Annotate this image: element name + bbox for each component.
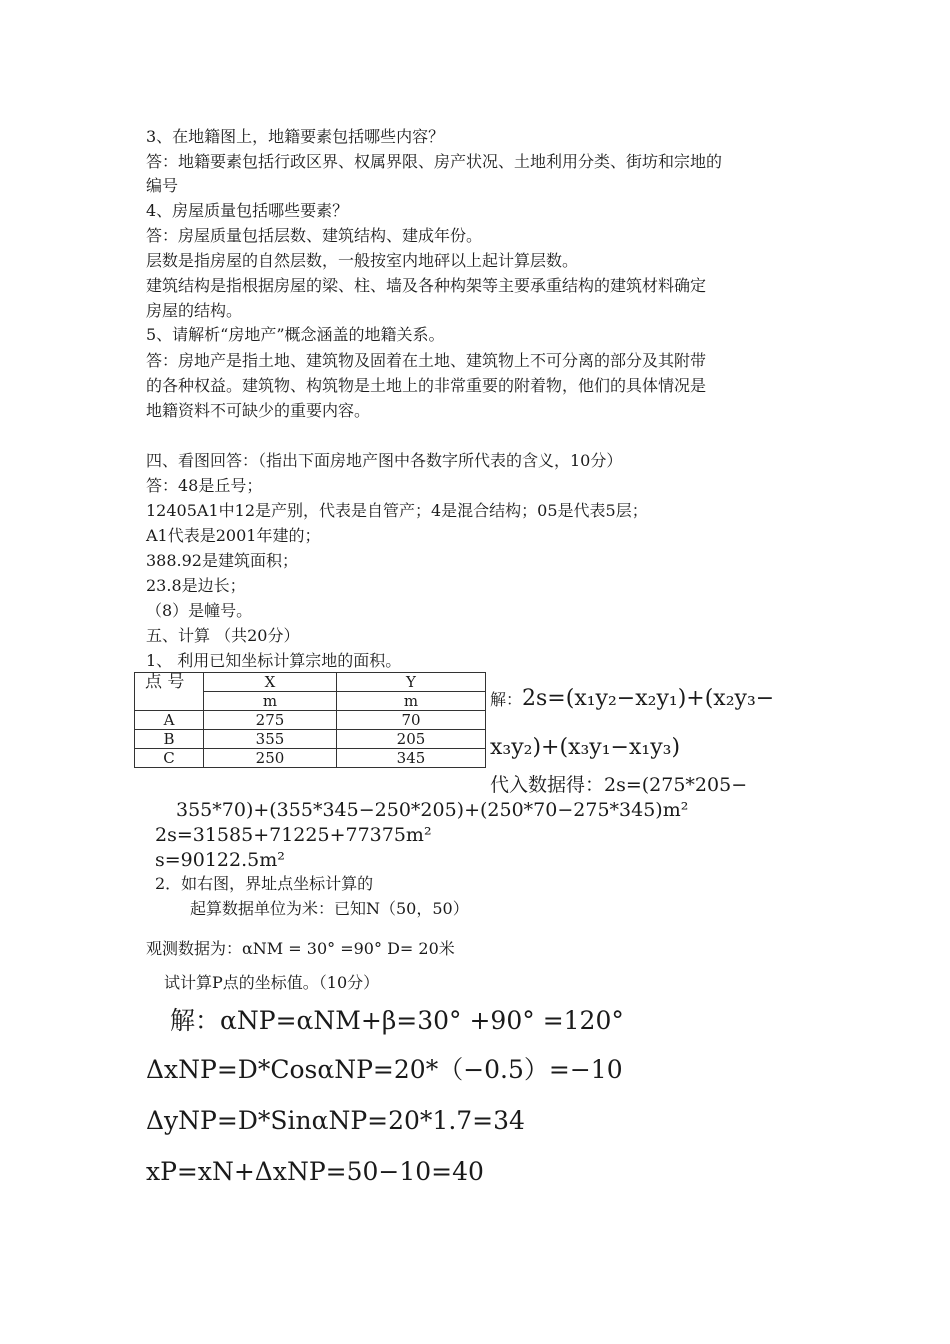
cell-y: 70 [337, 711, 486, 730]
header-y: Y [337, 673, 486, 692]
problem2-line1: 2．如右图，界址点坐标计算的 [155, 874, 374, 893]
unit-y: m [337, 692, 486, 711]
cell-y: 205 [337, 730, 486, 749]
q5-answer-line2: 的各种权益。建筑物、构筑物是土地上的非常重要的附着物，他们的具体情况是 [146, 376, 707, 395]
area-formula-line2: x₃y₂)+(x₃y₁−x₁y₃) [490, 735, 681, 760]
formula-line1-text: 2s=(x₁y₂−x₂y₁)+(x₂y₃− [522, 686, 775, 711]
cell-x: 275 [204, 711, 337, 730]
section4-line2: 12405A1中12是产别，代表是自管产；4是混合结构；05是代表5层； [146, 501, 648, 520]
problem1-text: 1、 利用已知坐标计算宗地的面积。 [146, 651, 402, 670]
q4-question: 4、房屋质量包括哪些要素？ [146, 201, 349, 220]
section4-heading: 四、看图回答：（指出下面房地产图中各数字所代表的含义，10分） [146, 451, 623, 470]
table-row [135, 749, 486, 768]
q4-structure-line2: 房屋的结构。 [146, 301, 243, 320]
problem2-line2: 起算数据单位为米：已知N（50，50） [190, 899, 469, 918]
section4-line6: （8）是幢号。 [146, 601, 253, 620]
q4-structure-line1: 建筑结构是指根据房屋的梁、柱、墙及各种构架等主要承重结构的建筑材料确定 [146, 276, 707, 295]
table-row [135, 730, 486, 749]
unit-x: m [204, 692, 337, 711]
solution-label: 解： [490, 690, 523, 709]
q5-answer-line3: 地籍资料不可缺少的重要内容。 [146, 401, 371, 420]
result-2s: 2s=31585+71225+77375m² [155, 824, 432, 846]
section4-line4: 388.92是建筑面积； [146, 551, 298, 570]
q4-floors: 层数是指房屋的自然层数，一般按室内地砰以上起计算层数。 [146, 251, 579, 270]
area-formula-line1 [490, 684, 774, 715]
header-x: X [204, 673, 337, 692]
cell-x: 250 [204, 749, 337, 768]
q3-answer-line2: 编号 [146, 176, 179, 195]
result-s: s=90122.5m² [155, 849, 285, 871]
section4-line5: 23.8是边长； [146, 576, 246, 595]
solution-line4: xP=xN+ΔxNP=50−10=40 [146, 1157, 484, 1186]
q4-answer: 答：房屋质量包括层数、建筑结构、建成年份。 [146, 226, 483, 245]
header-point: 点 号 [135, 673, 204, 711]
cell-point: C [135, 749, 204, 768]
section4-line1: 答：48是丘号； [146, 476, 263, 495]
substitute-line1: 代入数据得：2s=(275*205− [490, 774, 748, 796]
q3-question: 3、在地籍图上，地籍要素包括哪些内容？ [146, 127, 445, 146]
q3-answer-line1: 答：地籍要素包括行政区界、权属界限、房产状况、土地利用分类、街坊和宗地的 [146, 152, 723, 171]
coordinate-table [134, 672, 486, 768]
solution-line2: ΔxNP=D*CosαNP=20*（−0.5）=−10 [146, 1055, 623, 1084]
cell-point: B [135, 730, 204, 749]
task-text: 试计算P点的坐标值。（10分） [164, 973, 380, 992]
section4-line3: A1代表是2001年建的； [146, 526, 321, 545]
cell-x: 355 [204, 730, 337, 749]
q5-answer-line1: 答：房地产是指土地、建筑物及固着在土地、建筑物上不可分离的部分及其附带 [146, 351, 707, 370]
solution-line3: ΔyNP=D*SinαNP=20*1.7=34 [146, 1106, 525, 1135]
solution-line1: 解：αNP=αNM+β=30° +90° =120° [170, 1006, 624, 1035]
section5-heading: 五、计算 （共20分） [146, 626, 300, 645]
table-row [135, 711, 486, 730]
observed-data: 观测数据为：αNM = 30° =90° D= 20米 [146, 939, 455, 958]
q5-question: 5、请解析“房地产”概念涵盖的地籍关系。 [146, 325, 445, 344]
cell-point: A [135, 711, 204, 730]
cell-y: 345 [337, 749, 486, 768]
substitute-line2: 355*70)+(355*345−250*205)+(250*70−275*345)m² [176, 799, 689, 821]
